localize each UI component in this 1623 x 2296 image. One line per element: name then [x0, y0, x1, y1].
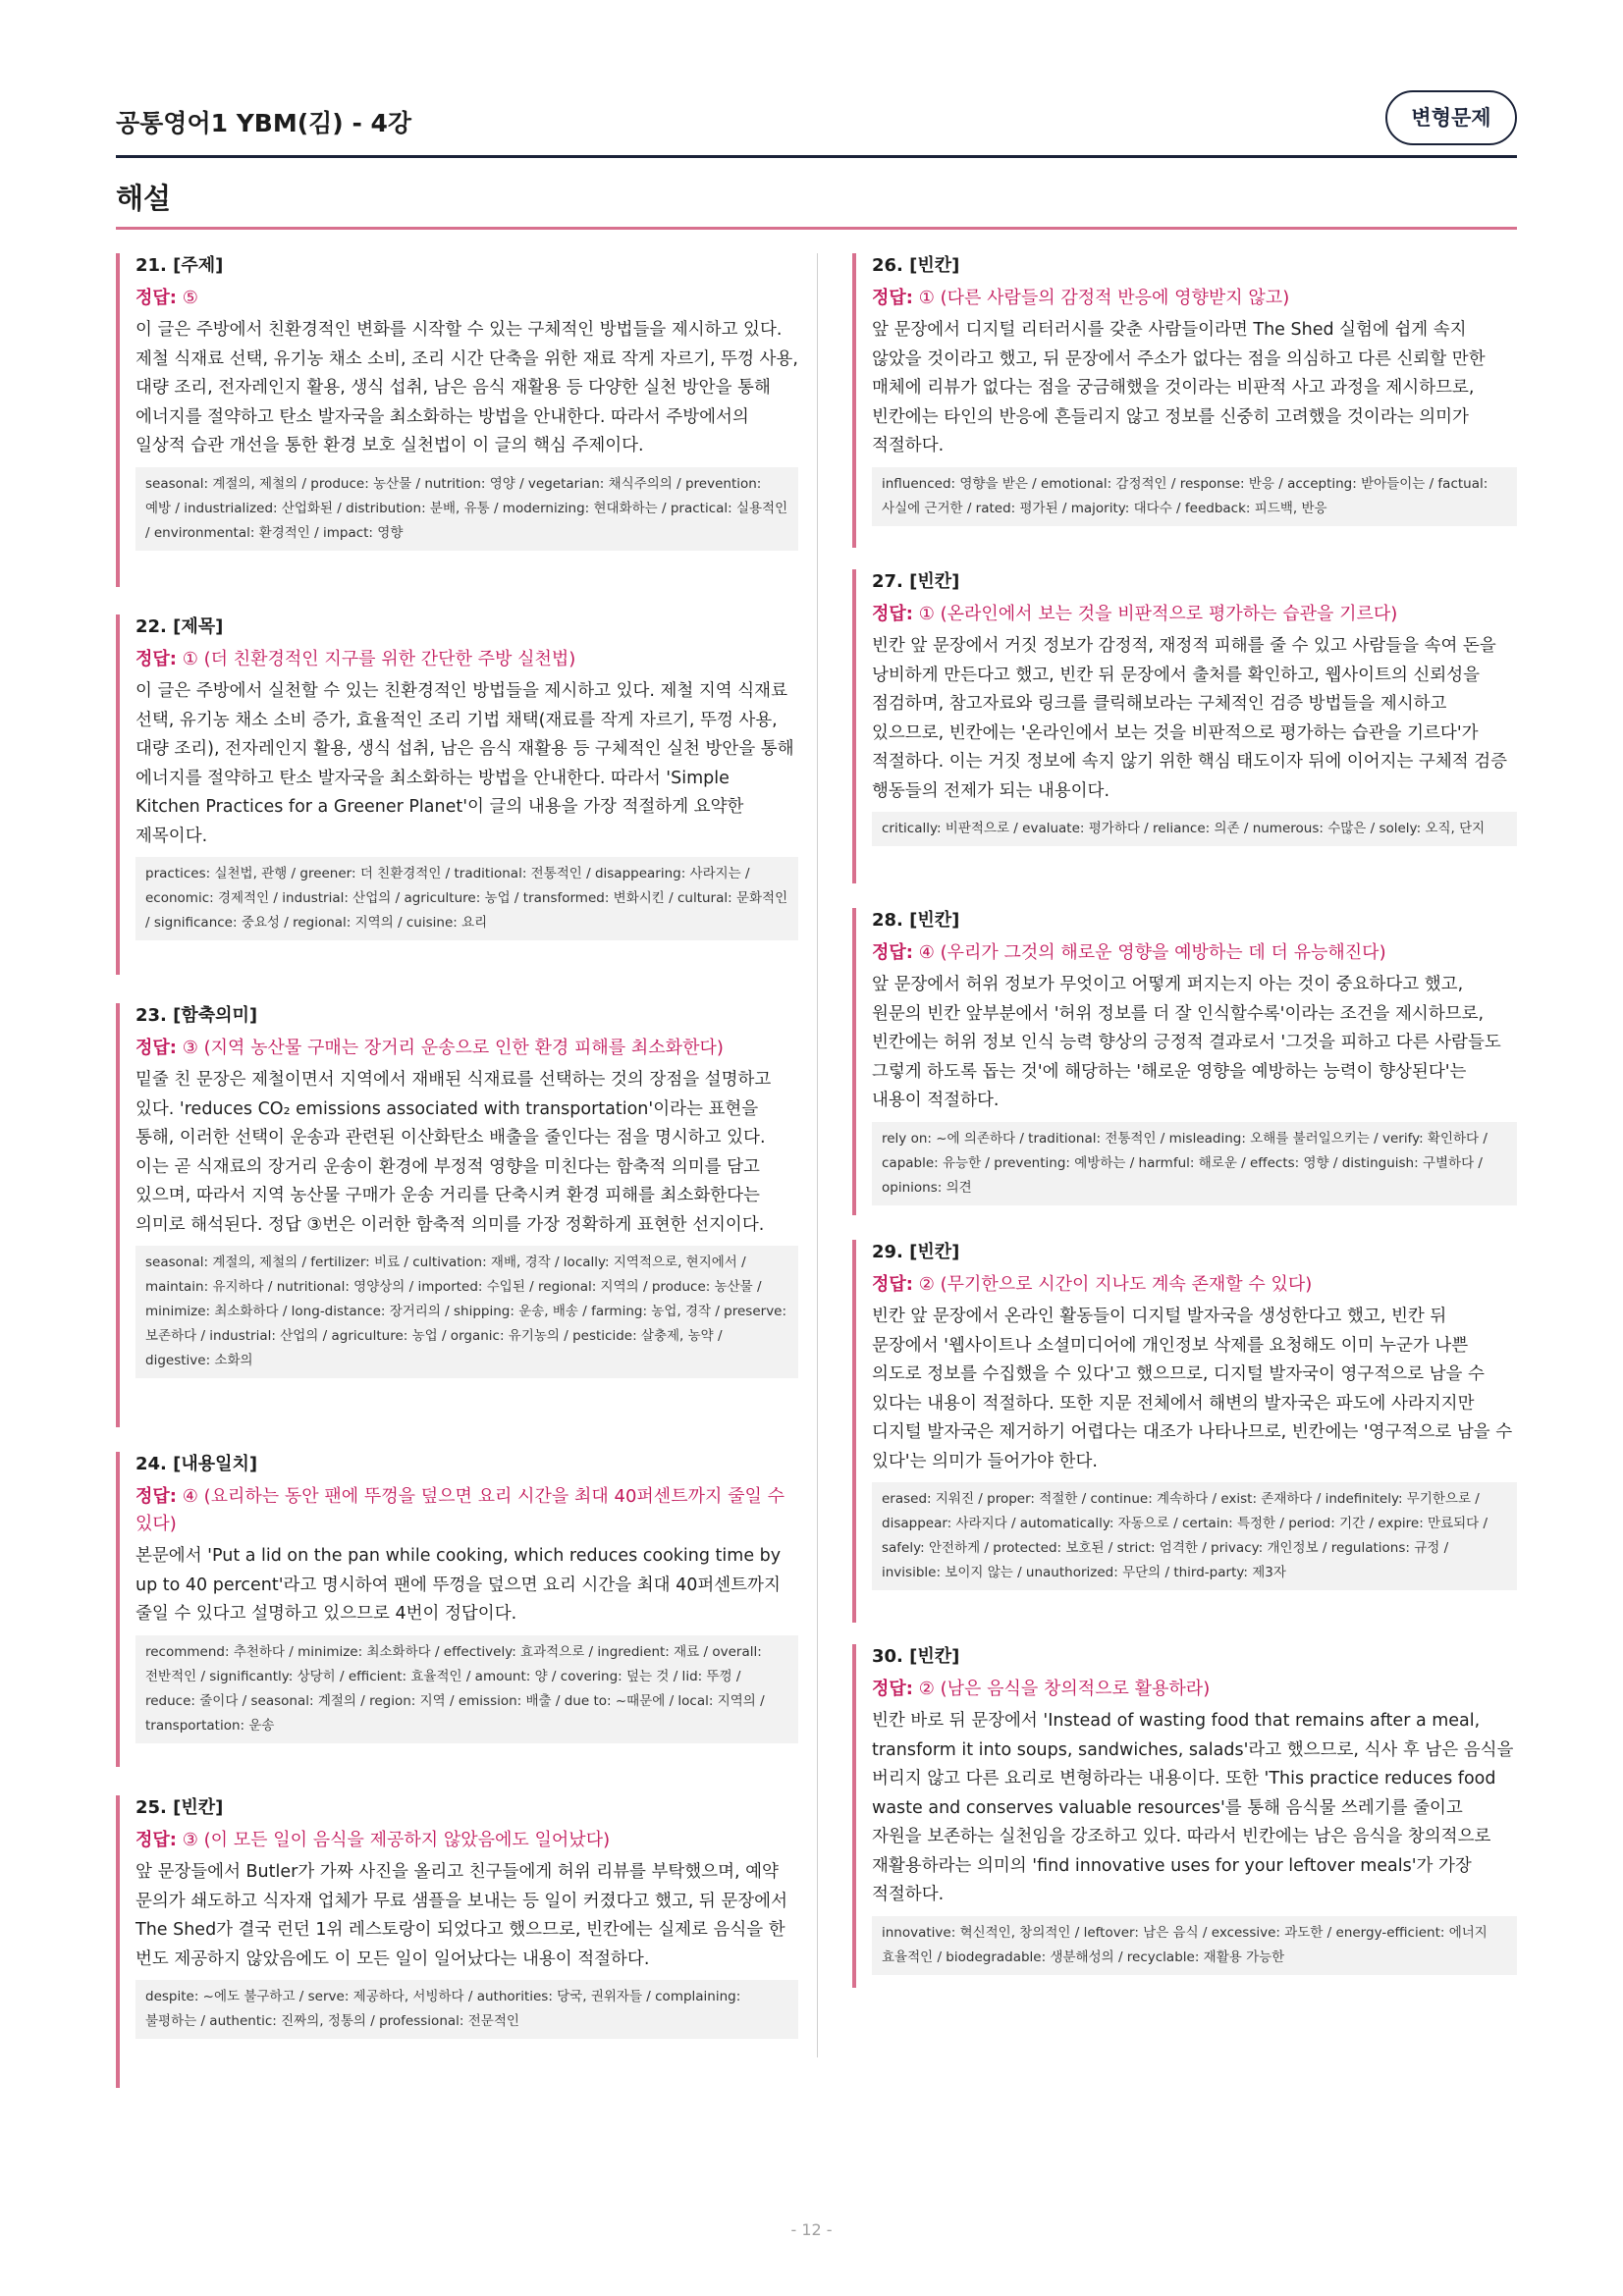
question-title: 22. [제목]	[135, 616, 224, 637]
vocab-box: influenced: 영향을 받은 / emotional: 감정적인 / response: 반응 / accepting: 받아들이는 / factual: 사실에 근거한 / rated: 평가된 / majority: 대다수 / feedback: 피드백, 반응	[872, 467, 1517, 526]
answer-line	[135, 646, 798, 673]
question-block-26	[852, 253, 1517, 548]
explanation-text: 앞 문장에서 허위 정보가 무엇이고 어떻게 퍼지는지 아는 것이 중요하다고 했고, 원문의 빈칸 앞부분에서 '허위 정보를 더 잘 인식할수록'이라는 조건을 제시하므로, 빈칸에는 허위 정보 인식 능력 향상의 긍정적 결과로서 '그것을 피하고 다른 사람들도 그렇게 하도록 돕는 것'에 해당하는 '해로운 영향을 예방하는 능력이 향상된다'는 내용이 적절하다.	[872, 975, 1501, 1110]
answer-label: 정답:	[872, 604, 913, 624]
question-block-28	[852, 908, 1517, 1215]
question-block-22	[116, 614, 798, 975]
vocab-box: seasonal: 계절의, 제철의 / produce: 농산물 / nutrition: 영양 / vegetarian: 채식주의의 / prevention: 예방 / industrialized: 산업화된 / distribution: 분배, 유통 / modernizing: 현대화하는 / practical: 실용적인 / environmental: 환경적인 / impact: 영향	[135, 467, 798, 551]
vocab-box: critically: 비판적으로 / evaluate: 평가하다 / reliance: 의존 / numerous: 수많은 / solely: 오직, 단지	[872, 812, 1517, 846]
answer-line	[135, 1827, 798, 1854]
answer-label: 정답:	[872, 1679, 913, 1699]
section-title: 해설	[116, 182, 172, 215]
answer-label: 정답:	[872, 1274, 913, 1295]
explanation-text: 앞 문장들에서 Butler가 가짜 사진을 올리고 친구들에게 허위 리뷰를 부탁했으며, 예약 문의가 쇄도하고 식자재 업체가 무료 샘플을 보내는 등 일이 커졌다고 했고, 뒤 문장에서 The Shed가 결국 런던 1위 레스토랑이 되었다고 했으므로, 빈칸에는 실제로 음식을 한 번도 제공하지 않았음에도 이 모든 일이 일어났다는 내용이 적절하다.	[135, 1862, 787, 1969]
question-block-27	[852, 569, 1517, 883]
explanation-text: 앞 문장에서 디지털 리터러시를 갖춘 사람들이라면 The Shed 실험에 쉽게 속지 않았을 것이라고 했고, 뒤 문장에서 주소가 없다는 점을 의심하고 다른 신뢰할 만한 매체에 리뷰가 없다는 점을 궁금해했을 것이라는 비판적 사고 과정을 제시하므로, 빈칸에는 타인의 반응에 흔들리지 않고 정보를 신중히 고려했을 것이라는 의미가 적절하다.	[872, 320, 1486, 455]
answer-text: ③ (지역 농산물 구매는 장거리 운송으로 인한 환경 피해를 최소화한다)	[182, 1038, 724, 1058]
question-block-29	[852, 1240, 1517, 1623]
question-block-21	[116, 253, 798, 587]
answer-line	[872, 1676, 1517, 1703]
question-block-25	[116, 1795, 798, 2088]
column-divider	[817, 253, 818, 2057]
answer-text: ③ (이 모든 일이 음식을 제공하지 않았음에도 일어났다)	[182, 1830, 611, 1850]
question-title: 21. [주제]	[135, 255, 224, 276]
section-divider	[116, 227, 1517, 230]
question-block-24	[116, 1452, 798, 1767]
answer-text: ② (무기한으로 시간이 지나도 계속 존재할 수 있다)	[918, 1274, 1313, 1295]
vocab-box: rely on: ~에 의존하다 / traditional: 전통적인 / misleading: 오해를 불러일으키는 / verify: 확인하다 / capable: 유능한 / preventing: 예방하는 / harmful: 해로운 / effects: 영향 / distinguish: 구별하다 / opinions: 의견	[872, 1122, 1517, 1205]
left-column	[116, 253, 798, 2088]
page-header	[116, 90, 1517, 159]
answer-text: ① (다른 사람들의 감정적 반응에 영향받지 않고)	[918, 288, 1290, 308]
answer-line	[135, 1035, 798, 1062]
answer-text: ① (더 친환경적인 지구를 위한 간단한 주방 실천법)	[182, 649, 576, 669]
explanation-text: 빈칸 앞 문장에서 거짓 정보가 감정적, 재정적 피해를 줄 수 있고 사람들을 속여 돈을 낭비하게 만든다고 했고, 빈칸 뒤 문장에서 출처를 확인하고, 웹사이트의 신뢰성을 점검하며, 참고자료와 링크를 클릭해보라는 구체적인 검증 방법들을 제시하고 있으므로, 빈칸에는 '온라인에서 보는 것을 비판적으로 평가하는 습관을 기르다'가 적절하다. 이는 거짓 정보에 속지 않기 위한 핵심 태도이자 뒤에 이어지는 구체적 검증 행동들의 전제가 되는 내용이다.	[872, 636, 1508, 801]
answer-line	[872, 601, 1517, 628]
explanation-text: 빈칸 바로 뒤 문장에서 'Instead of wasting food that remains after a meal, transform it into soups, sandwiches, salads'라고 했으므로, 식사 후 남은 음식을 버리지 않고 다른 요리로 변형하라는 내용이다. 또한 'This practice reduces food waste and conserves valuable resources'를 통해 음식물 쓰레기를 줄이고 자원을 보존하는 실천임을 강조하고 있다. 따라서 빈칸에는 남은 음식을 창의적으로 재활용하라는 의미의 'find innovative uses for your leftover meals'가 가장 적절하다.	[872, 1711, 1514, 1904]
explanation-text: 본문에서 'Put a lid on the pan while cooking, which reduces cooking time by up to 40 percent'라고 명시하여 팬에 뚜껑을 덮으면 요리 시간을 최대 40퍼센트까지 줄일 수 있다고 설명하고 있으므로 4번이 정답이다.	[135, 1546, 782, 1624]
question-title: 30. [빈칸]	[872, 1646, 960, 1667]
header-divider	[116, 155, 1517, 158]
explanation-text: 빈칸 앞 문장에서 온라인 활동들이 디지털 발자국을 생성한다고 했고, 빈칸 뒤 문장에서 '웹사이트나 소셜미디어에 개인정보 삭제를 요청해도 이미 누군가 나쁜 의도로 정보를 수집했을 수 있다'고 했으므로, 디지털 발자국이 영구적으로 남을 수 있다는 내용이 적절하다. 또한 지문 전체에서 해변의 발자국은 파도에 사라지지만 디지털 발자국은 제거하기 어렵다는 대조가 나타나므로, 빈칸에는 '영구적으로 남을 수 있다'는 의미가 들어가야 한다.	[872, 1307, 1513, 1471]
question-title: 28. [빈칸]	[872, 910, 960, 931]
answer-label: 정답:	[135, 1486, 177, 1507]
answer-line	[872, 285, 1517, 312]
answer-label: 정답:	[872, 942, 913, 963]
answer-text: ② (남은 음식을 창의적으로 활용하라)	[918, 1679, 1211, 1699]
answer-label: 정답:	[872, 288, 913, 308]
answer-label: 정답:	[135, 1830, 177, 1850]
answer-label: 정답:	[135, 288, 177, 308]
explanation-text: 밑줄 친 문장은 제철이면서 지역에서 재배된 식재료를 선택하는 것의 장점을 설명하고 있다. 'reduces CO₂ emissions associated with transportation'이라는 표현을 통해, 이러한 선택이 운송과 관련된 이산화탄소 배출을 줄인다는 점을 명시하고 있다. 이는 곧 식재료의 장거리 운송이 환경에 부정적 영향을 미친다는 함축적 의미를 담고 있으며, 따라서 지역 농산물 구매가 운송 거리를 단축시켜 환경 피해를 최소화한다는 의미로 해석된다. 정답 ③번은 이러한 함축적 의미를 가장 정확하게 표현한 선지이다.	[135, 1070, 772, 1235]
answer-line	[135, 285, 798, 312]
vocab-box: despite: ~에도 불구하고 / serve: 제공하다, 서빙하다 / authorities: 당국, 권위자들 / complaining: 불평하는 / authentic: 진짜의, 정통의 / professional: 전문적인	[135, 1980, 798, 2039]
answer-text: ① (온라인에서 보는 것을 비판적으로 평가하는 습관을 기르다)	[918, 604, 1398, 624]
answer-text: ④ (요리하는 동안 팬에 뚜껑을 덮으면 요리 시간을 최대 40퍼센트까지 줄일 수 있다)	[135, 1486, 784, 1534]
answer-label: 정답:	[135, 649, 177, 669]
question-title: 27. [빈칸]	[872, 571, 960, 592]
vocab-box: recommend: 추천하다 / minimize: 최소화하다 / effectively: 효과적으로 / ingredient: 재료 / overall: 전반적인 / significantly: 상당히 / efficient: 효율적인 / amount: 양 / covering: 덮는 것 / lid: 뚜껑 / reduce: 줄이다 / seasonal: 계절의 / region: 지역 / emission: 배출 / due to: ~때문에 / local: 지역의 / transportation: 운송	[135, 1635, 798, 1743]
answer-line	[872, 1271, 1517, 1299]
question-block-23	[116, 1003, 798, 1427]
answer-text: ⑤	[182, 288, 198, 308]
answer-line	[872, 939, 1517, 967]
document-title: 공통영어1 YBM(김) - 4강	[116, 109, 412, 137]
answer-text: ④ (우리가 그것의 해로운 영향을 예방하는 데 더 유능해진다)	[918, 942, 1386, 963]
question-block-30	[852, 1644, 1517, 1988]
explanation-text: 이 글은 주방에서 실천할 수 있는 친환경적인 방법들을 제시하고 있다. 제철 지역 식재료 선택, 유기농 채소 소비 증가, 효율적인 조리 기법 채택(재료를 작게 자르기, 뚜껑 사용, 대량 조리), 전자레인지 활용, 생식 섭취, 남은 음식 재활용 등 구체적인 실천 방안을 통해 에너지를 절약하고 탄소 발자국을 최소화하는 방법을 안내한다. 따라서 'Simple Kitchen Practices for a Greener Planet'이 글의 내용을 가장 적절하게 요약한 제목이다.	[135, 681, 794, 846]
explanation-text: 이 글은 주방에서 친환경적인 변화를 시작할 수 있는 구체적인 방법들을 제시하고 있다. 제철 식재료 선택, 유기농 채소 소비, 조리 시간 단축을 위한 재료 작게 자르기, 뚜껑 사용, 대량 조리, 전자레인지 활용, 생식 섭취, 남은 음식 재활용 등 다양한 실천 방안을 통해 에너지를 절약하고 탄소 발자국을 최소화하는 방법을 안내한다. 따라서 주방에서의 일상적 습관 개선을 통한 환경 보호 실천법이 이 글의 핵심 주제이다.	[135, 320, 798, 455]
question-title: 26. [빈칸]	[872, 255, 960, 276]
page-number: - 12 -	[790, 2220, 833, 2239]
vocab-box: innovative: 혁신적인, 창의적인 / leftover: 남은 음식 / excessive: 과도한 / energy-efficient: 에너지 효율적인 / biodegradable: 생분해성의 / recyclable: 재활용 가능한	[872, 1916, 1517, 1975]
right-column	[852, 253, 1517, 1988]
variant-badge: 변형문제	[1385, 90, 1517, 145]
answer-line	[135, 1483, 798, 1538]
vocab-box: erased: 지워진 / proper: 적절한 / continue: 계속하다 / exist: 존재하다 / indefinitely: 무기한으로 / disappear: 사라지다 / automatically: 자동으로 / certain: 특정한 / period: 기간 / expire: 만료되다 / safely: 안전하게 / protected: 보호된 / strict: 엄격한 / privacy: 개인정보 / regulations: 규정 / invisible: 보이지 않는 / unauthorized: 무단의 / third-party: 제3자	[872, 1482, 1517, 1590]
question-title: 24. [내용일치]	[135, 1454, 258, 1474]
vocab-box: seasonal: 계절의, 제철의 / fertilizer: 비료 / cultivation: 재배, 경작 / locally: 지역적으로, 현지에서 / maintain: 유지하다 / nutritional: 영양상의 / imported: 수입된 / regional: 지역의 / produce: 농산물 / minimize: 최소화하다 / long-distance: 장거리의 / shipping: 운송, 배송 / farming: 농업, 경작 / preserve: 보존하다 / industrial: 산업의 / agriculture: 농업 / organic: 유기농의 / pesticide: 살충제, 농약 / digestive: 소화의	[135, 1246, 798, 1378]
question-title: 23. [함축의미]	[135, 1005, 258, 1026]
vocab-box: practices: 실천법, 관행 / greener: 더 친환경적인 / traditional: 전통적인 / disappearing: 사라지는 / economic: 경제적인 / industrial: 산업의 / agriculture: 농업 / transformed: 변화시킨 / cultural: 문화적인 / significance: 중요성 / regional: 지역의 / cuisine: 요리	[135, 857, 798, 940]
question-title: 25. [빈칸]	[135, 1797, 224, 1818]
question-title: 29. [빈칸]	[872, 1242, 960, 1262]
answer-label: 정답:	[135, 1038, 177, 1058]
